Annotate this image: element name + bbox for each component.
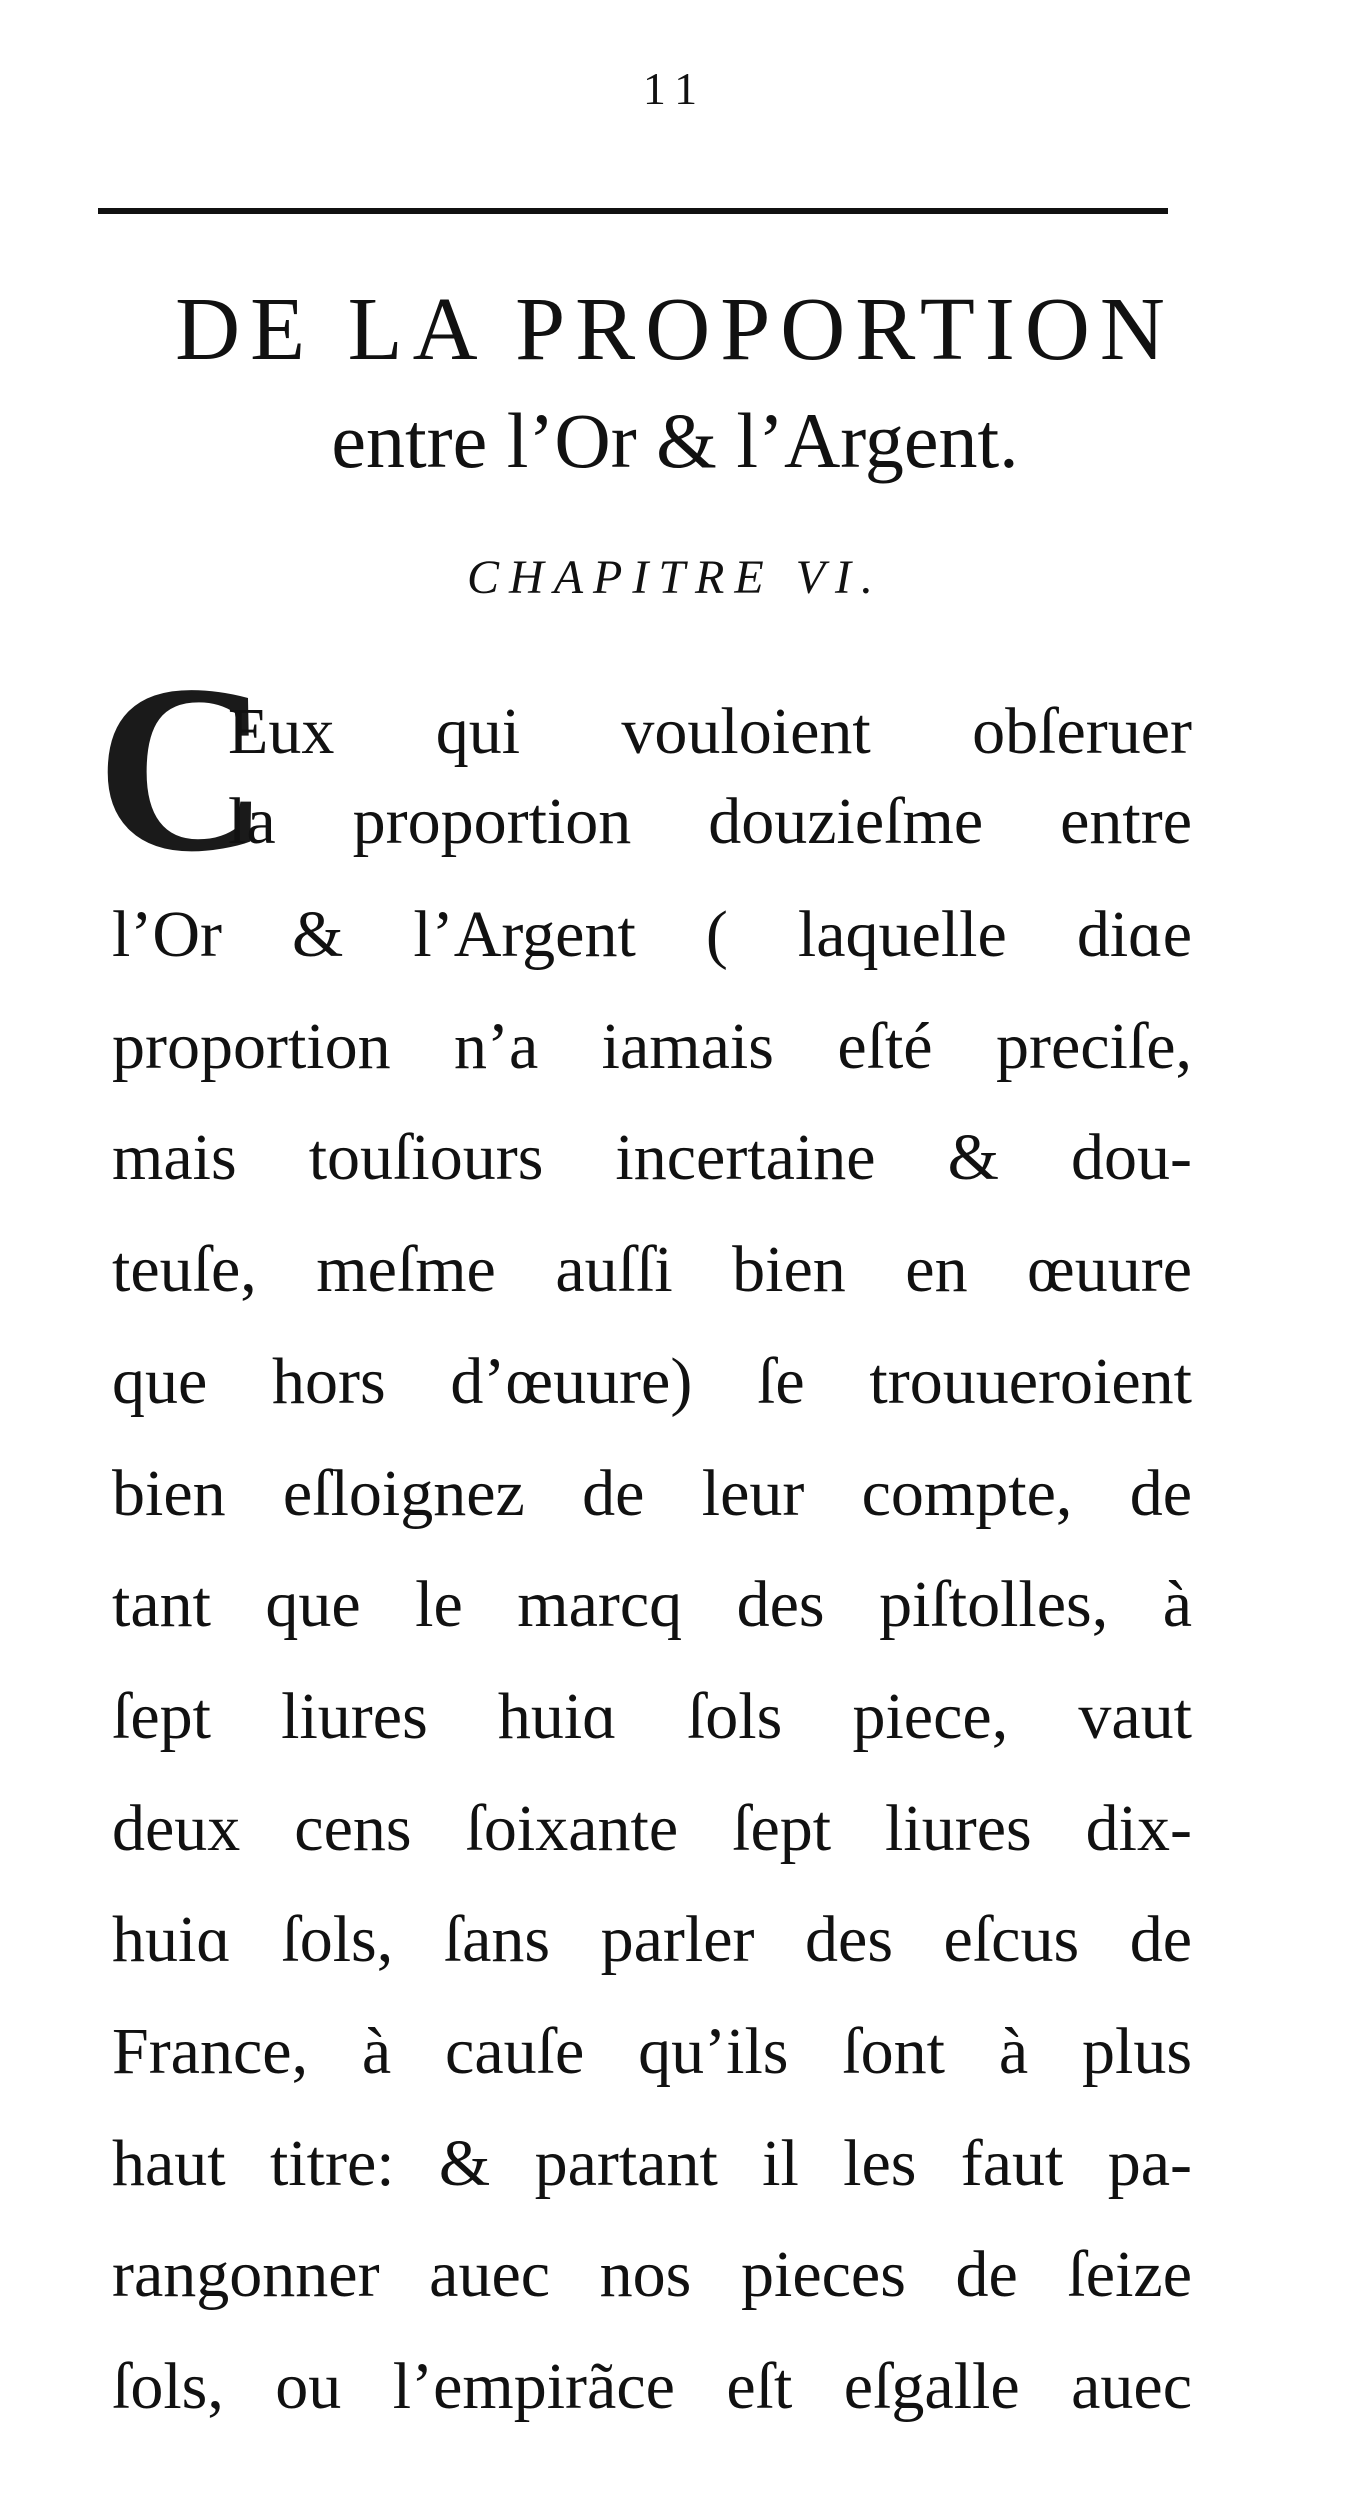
section-heading: DE LA PROPORTION [175, 280, 1175, 379]
header-rule [98, 208, 1168, 214]
text-line: huiɑ ſols, ſans parler des eſcus de [112, 1903, 1192, 1976]
chapter-label: CHAPITRE VI. [467, 551, 883, 604]
text-line: que hors d’œuure) ſe trouueroient [112, 1345, 1192, 1418]
drop-cap: C [96, 635, 270, 901]
text-line: ſols, ou l’empirãce eſt eſgalle auec [112, 2350, 1192, 2423]
text-line: Eux qui vouloient obſeruer [228, 695, 1192, 768]
text-line: mais touſiours incertaine & dou- [112, 1121, 1192, 1194]
text-line: tant que le marcq des piſtolles, à [112, 1568, 1192, 1641]
section-subheading: entre l’Or & l’Argent. [331, 397, 1019, 484]
text-line: France, à cauſe qu’ils ſont à plus [112, 2015, 1192, 2088]
text-line: la proportion douzieſme entre [228, 785, 1192, 858]
text-line: teuſe, meſme auſſi bien en œuure [112, 1233, 1192, 1306]
text-line: rangonner auec nos pieces de ſeize [112, 2238, 1192, 2311]
text-line: deux cens ſoixante ſept liures dix- [112, 1792, 1192, 1865]
text-line: ſept liures huiɑ ſols piece, vaut [112, 1680, 1192, 1753]
text-line: bien eſloignez de leur compte, de [112, 1457, 1192, 1530]
text-line: proportion n’a iamais eſté preciſe, [112, 1010, 1192, 1083]
text-line: l’Or & l’Argent ( laquelle diɑe [112, 898, 1192, 971]
page-number: 11 [642, 63, 708, 114]
text-line: haut titre: & partant il les faut pa- [112, 2127, 1192, 2200]
